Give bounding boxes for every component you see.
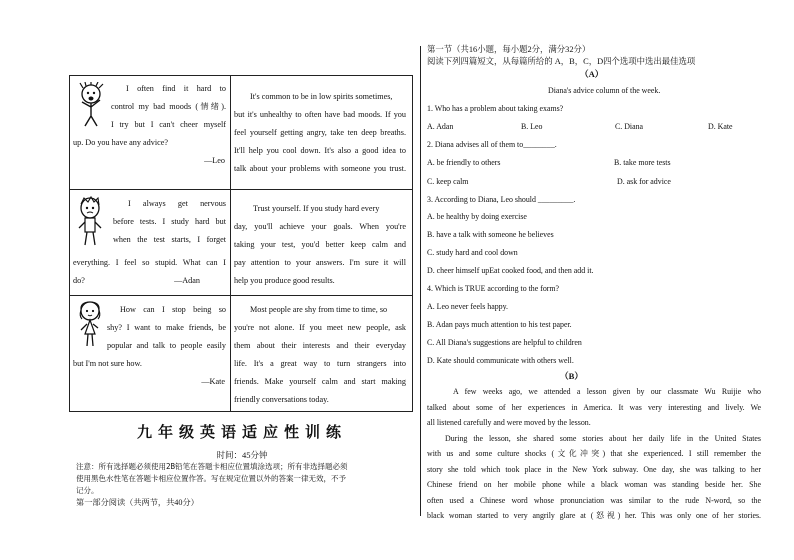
advice-line: day, you'll achieve your goals. When you're: [234, 222, 406, 231]
exam-time: 时间：45分钟: [216, 450, 268, 460]
paragraph-line: story she told which took place in the New York subway. One day, she was talking to her: [427, 465, 761, 474]
advice-line: but it's unhealthy to often have bad moods. If you: [234, 110, 406, 119]
question-stem: 2. Diana advises all of them to________.: [427, 140, 557, 149]
answer-option: D. ask for advice: [617, 177, 671, 186]
answer-option: B. Adan pays much attention to his test paper.: [427, 320, 572, 329]
problem-line: popular and talk to people easily: [107, 341, 226, 350]
part-one-heading: 第一部分阅读（共两节，共40分）: [76, 498, 199, 507]
advice-line: It's common to be in low spirits sometimes,: [250, 92, 393, 101]
right-margin-line: [420, 46, 421, 516]
answer-option: B. have a talk with someone he believes: [427, 230, 554, 239]
problem-signature: —Leo: [204, 156, 225, 165]
advice-line: friends. Make yourself calm and start making: [234, 377, 406, 386]
table-border-bottom: [69, 411, 413, 412]
answer-option: D. Kate: [708, 122, 733, 131]
paragraph-line: all listened carefully and were moved by the lesson.: [427, 418, 591, 427]
problem-signature: —Kate: [201, 377, 225, 386]
advice-line: It'll help you cool down. It's also a good idea to: [234, 146, 406, 155]
problem-line: I often find it hard to: [126, 84, 226, 93]
answer-option: A. Adan: [427, 122, 454, 131]
advice-line: pay attention to your answers. I'm sure it will: [234, 258, 406, 267]
question-stem: 1. Who has a problem about taking exams?: [427, 104, 564, 113]
section-instructions: 阅读下列四篇短文，从每篇所给的 A，B，C，D四个选项中选出最佳选项: [427, 57, 696, 66]
problem-line: I always get nervous: [128, 199, 226, 208]
notice-line: 注意：所有选择题必须使用2B铅笔在答题卡相应位置填涂选项；所有非选择题必须: [76, 462, 348, 471]
advice-line: taking your test, you'd better keep calm and: [234, 240, 406, 249]
problem-line: before tests. I study hard but: [113, 217, 226, 226]
answer-option: C. keep calm: [427, 177, 469, 186]
paragraph-line: with us and some culture shocks (文化冲突) that she experienced. I still remember the: [427, 449, 761, 458]
passage-a-title: Diana's advice column of the week.: [548, 86, 661, 95]
advice-line: feel yourself getting angry, take ten deep breaths.: [234, 128, 406, 137]
answer-option: A. be friendly to others: [427, 158, 501, 167]
table-row-divider: [69, 295, 413, 296]
answer-option: C. Diana: [615, 122, 644, 131]
answer-option: D. cheer himself upEat cooked food, and then add it.: [427, 266, 594, 275]
table-row-divider: [69, 189, 413, 190]
section-heading: 第一节（共16小题，每小题2分，满分32分）: [427, 45, 591, 54]
table-border-left: [69, 75, 70, 412]
answer-option: C. All Diana's suggestions are helpful to children: [427, 338, 582, 347]
table-border-top: [69, 75, 413, 76]
advice-line: talk about your problems with someone you trust.: [234, 164, 406, 173]
answer-option: C. study hard and cool down: [427, 248, 518, 257]
answer-option: B. Leo: [521, 122, 543, 131]
problem-line: up. Do you have any advice?: [73, 138, 169, 147]
problem-line: but I'm not sure how.: [73, 359, 142, 368]
answer-option: A. Leo never feels happy.: [427, 302, 508, 311]
problem-line: I try but I can't cheer myself: [111, 120, 226, 129]
advice-line: Most people are shy from time to time, so: [250, 305, 388, 314]
answer-option: A. be healthy by doing exercise: [427, 212, 527, 221]
adan-cartoon-figure: [75, 195, 105, 247]
paragraph-line: talked about some of her experiences in America. It was very interesting and lively. We: [427, 403, 761, 412]
notice-line: 使用黑色水性笔在答题卡相应位置作答。写在规定位置以外的答案一律无效，不予: [76, 474, 346, 483]
question-stem: 3. According to Diana, Leo should _________.: [427, 195, 576, 204]
paragraph-line: Chinese friend on her mobile phone while a black woman was standing beside her. She: [427, 480, 761, 489]
exam-title: 九年级英语适应性训练: [136, 423, 347, 441]
notice-line: 记分。: [76, 486, 99, 495]
answer-option: D. Kate should communicate with others well.: [427, 356, 574, 365]
problem-line: control my bad moods (情绪).: [111, 102, 226, 111]
problem-signature: —Adan: [174, 276, 200, 285]
table-column-divider: [230, 75, 231, 412]
advice-line: help you produce good results.: [234, 276, 335, 285]
problem-line: shy? I want to make friends, be: [107, 323, 226, 332]
advice-line: friendly conversations today.: [234, 395, 329, 404]
paragraph-line: A few weeks ago, we attended a lesson given by our classmate Wu Ruijie who: [453, 387, 761, 396]
advice-line: them about their interests and their everyday: [234, 341, 406, 350]
question-stem: 4. Which is TRUE according to the form?: [427, 284, 560, 293]
table-border-right: [412, 75, 413, 412]
advice-line: you're not alone. If you meet new people, ask: [234, 323, 406, 332]
paragraph-line: often used a Chinese word whose pronunciation was similar to the rude N-word, so the: [427, 496, 761, 505]
paragraph-line: black woman started to very angrily glare at (怒视) her. This was only one of her stories.: [427, 511, 761, 520]
passage-b-label: （B）: [560, 371, 583, 381]
problem-line: when the test starts, I forget: [113, 235, 226, 244]
paragraph-line: During the lesson, she shared some stories about her daily life in the United States: [445, 434, 761, 443]
answer-option: B. take more tests: [614, 158, 671, 167]
leo-cartoon-figure: [76, 82, 106, 128]
problem-line: do?: [73, 276, 85, 285]
advice-line: Trust yourself. If you study hard every: [253, 204, 380, 213]
advice-line: life. It's a great way to turn strangers into: [234, 359, 406, 368]
kate-cartoon-figure: [74, 300, 106, 348]
problem-line: How can I stop being so: [120, 305, 226, 314]
passage-a-label: （A）: [580, 69, 604, 79]
problem-line: everything. I feel so stupid. What can I: [73, 258, 226, 267]
